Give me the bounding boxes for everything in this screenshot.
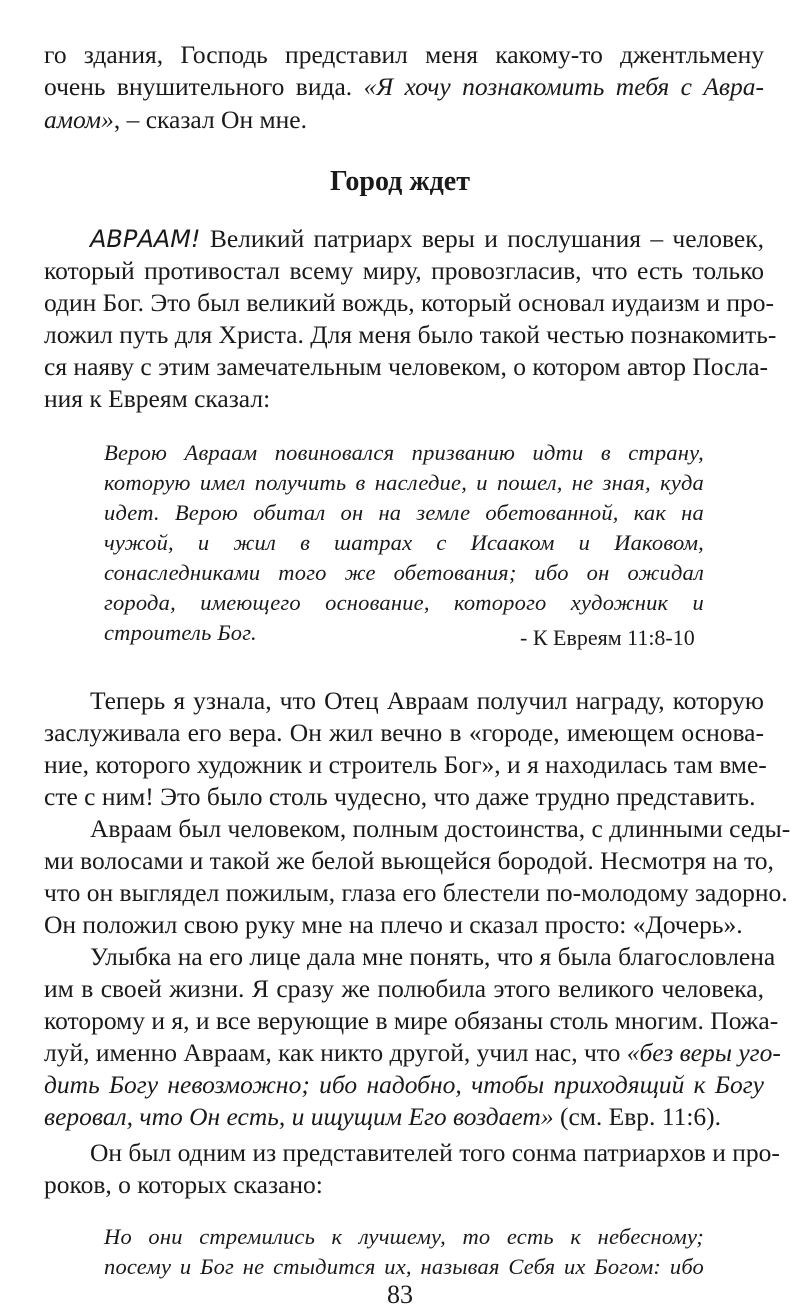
text-line: которому и я, и все верующие в мире обязаны столь многим. Пожа- — [44, 1006, 779, 1035]
page-number: 83 — [387, 1280, 413, 1309]
quote-line: посему и Бог не стыдится их, называя Себя их Богом: ибо — [104, 1254, 704, 1279]
text-span: (см. Евр. 11:6). — [553, 1102, 722, 1131]
section-heading: Город ждет — [330, 166, 470, 197]
text-line: Он положил свою руку мне на плечо и сказал просто: «Дочерь». — [44, 910, 743, 939]
italic-quote-span: амом» — [44, 105, 114, 134]
italic-quote-span: веровал, что Он есть, и ищущим Его воздает» — [44, 1102, 554, 1131]
italic-name-span: АВРААМ! — [90, 225, 201, 253]
text-line: сте с ним! Это было столь чудесно, что даже трудно представить. — [44, 782, 756, 811]
quote-line: идет. Верою обитал он на земле обетованной, как на — [104, 500, 704, 525]
text-span: очень внушительного вида. — [44, 72, 364, 101]
text-line — [44, 40, 764, 70]
italic-quote-line: дить Богу невозможно; ибо надобно, чтобы приходящий к Богу — [44, 1070, 764, 1099]
text-line — [90, 224, 764, 254]
text-line — [44, 72, 764, 102]
text-line — [44, 105, 307, 135]
quote-line: Верою Авраам повиновался призванию идти в страну, — [104, 440, 704, 465]
text-line: Он был одним из представителей того сонма патриархов и про- — [90, 1138, 780, 1167]
quote-line: Но они стремились к лучшему, то есть к небесному; — [104, 1224, 704, 1249]
text-line: Авраам был человеком, полным достоинства, с длинными седы- — [90, 814, 791, 843]
text-line — [44, 1102, 721, 1132]
text-span: го здания, Господь представил меня какому-то джентльмену — [44, 40, 764, 69]
text-line: который противостал всему миру, провозгласив, что есть только — [44, 256, 764, 285]
text-line: заслуживала его вера. Он жил вечно в «городе, имеющем основа- — [44, 718, 764, 747]
quote-line: города, имеющего основание, которого художник и — [104, 590, 704, 615]
text-span: луй, именно Авраам, как никто другой, учил нас, что — [44, 1038, 627, 1067]
quote-line: которую имел получить в наследие, и пошел, не зная, куда — [104, 470, 704, 495]
text-line: Теперь я узнала, что Отец Авраам получил награду, которую — [90, 686, 764, 715]
text-line: им в своей жизни. Я сразу же полюбила этого великого человека, — [44, 974, 764, 1003]
quote-line: сонаследниками того же обетования; ибо он ожидал — [104, 560, 704, 585]
text-line: ся наяву с этим замечательным человеком, о котором автор Посла- — [44, 352, 768, 381]
quote-citation: - К Евреям 11:8-10 — [520, 625, 695, 650]
italic-quote-span: «Я хочу познакомить тебя с Авра- — [363, 72, 764, 101]
text-line: что он выглядел пожилым, глаза его блестели по-молодому задорно. — [44, 878, 788, 907]
italic-quote-span: «без веры уго- — [626, 1038, 781, 1067]
text-span: Великий патриарх веры и послушания – человек, — [200, 224, 764, 253]
text-line: ние, которого художник и строитель Бог», и я находилась там вме- — [44, 750, 767, 779]
text-line: ния к Евреям сказал: — [44, 384, 271, 413]
quote-line: строитель Бог. — [104, 620, 257, 645]
text-line: ложил путь для Христа. Для меня было такой честью познакомить- — [44, 320, 777, 349]
text-span: , – сказал Он мне. — [113, 105, 307, 134]
text-line — [44, 1038, 781, 1068]
text-line: роков, о которых сказано: — [44, 1170, 323, 1199]
text-line: Улыбка на его лице дала мне понять, что я была благословлена — [90, 942, 776, 971]
text-line: один Бог. Это был великий вождь, который основал иудаизм и про- — [44, 288, 774, 317]
quote-line: чужой, и жил в шатрах с Исааком и Иаковом, — [104, 530, 704, 555]
text-line: ми волосами и такой же белой вьющейся бородой. Несмотря на то, — [44, 846, 774, 875]
